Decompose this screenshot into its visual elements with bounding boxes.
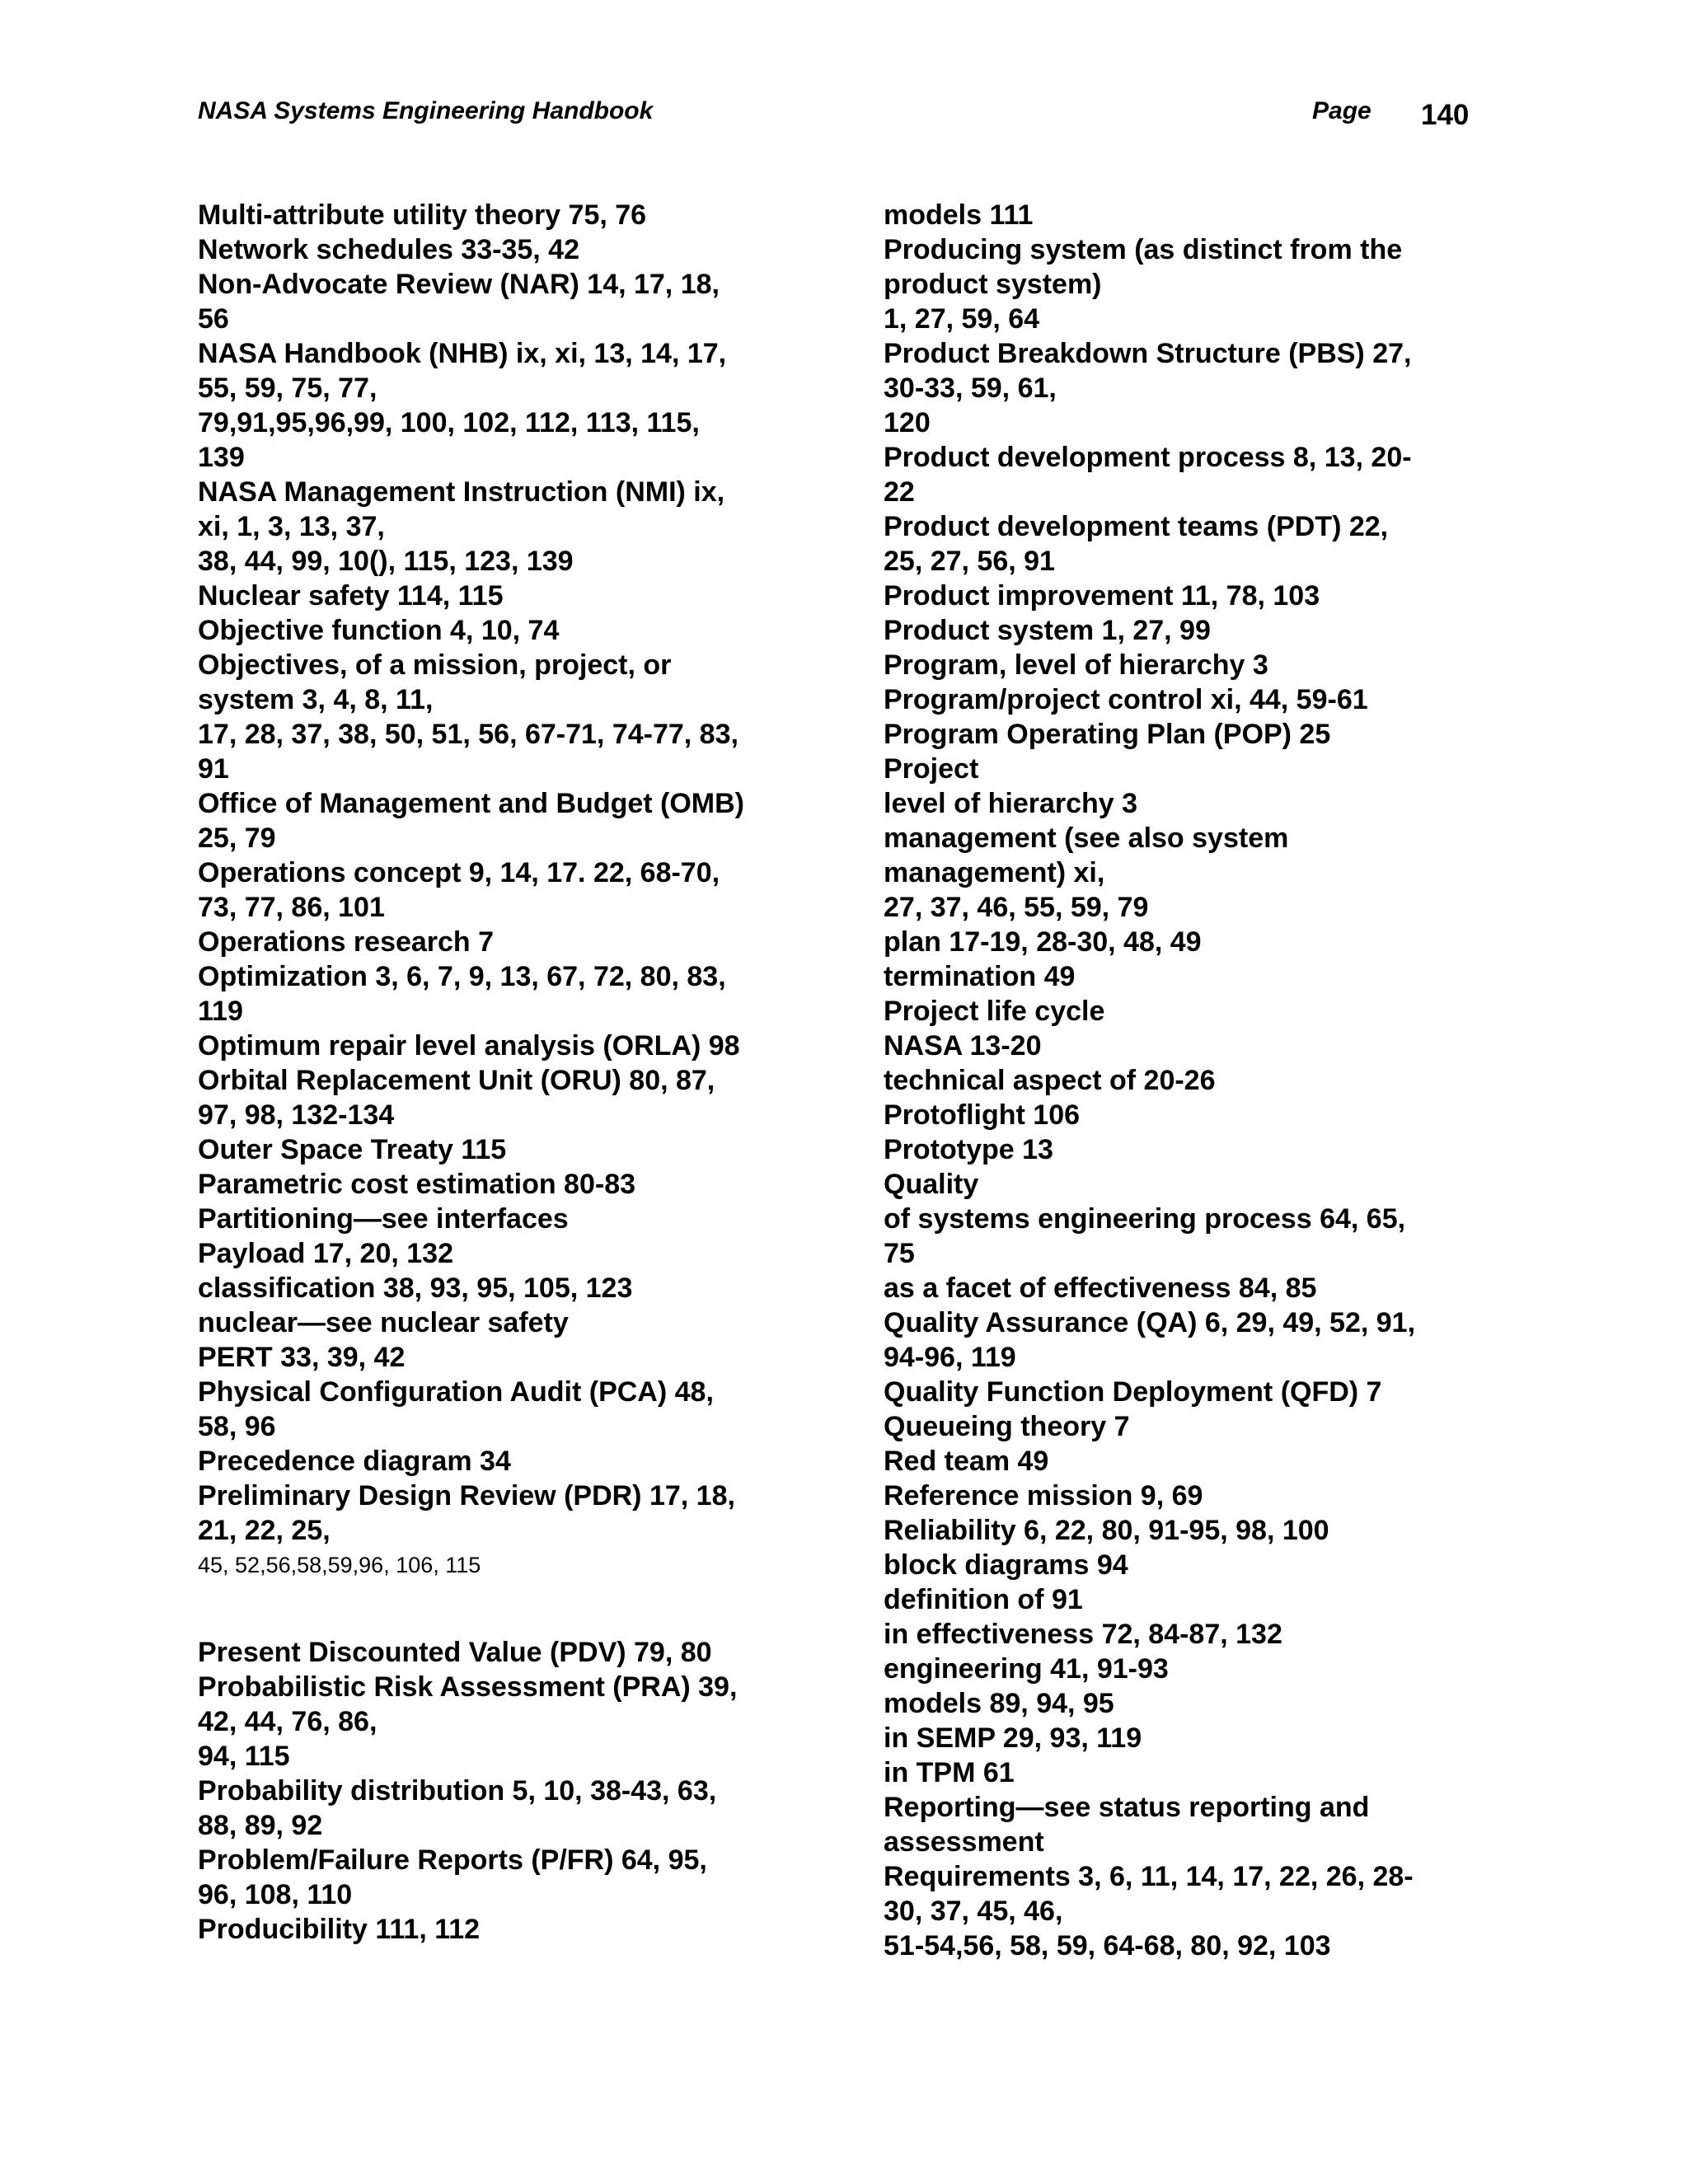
index-entry: Outer Space Treaty 115	[198, 1134, 507, 1165]
index-entry: Product Breakdown Structure (PBS) 27,	[884, 338, 1412, 369]
index-entry: Program, level of hierarchy 3	[884, 649, 1268, 681]
header-page-number: 140	[1421, 99, 1470, 131]
index-entry: PERT 33, 39, 42	[198, 1342, 406, 1373]
index-entry: Product development process 8, 13, 20-	[884, 442, 1412, 473]
index-column-right	[884, 198, 1477, 1963]
index-entry: Non-Advocate Review (NAR) 14, 17, 18,	[198, 269, 720, 300]
index-entry: as a facet of effectiveness 84, 85	[884, 1272, 1317, 1304]
index-entry: Red team 49	[884, 1446, 1049, 1477]
index-entry: 55, 59, 75, 77,	[198, 373, 377, 404]
index-entry: Present Discounted Value (PDV) 79, 80	[198, 1637, 712, 1668]
index-entry: models 89, 94, 95	[884, 1688, 1114, 1719]
index-entry: 45, 52,56,58,59,96, 106, 115	[198, 1553, 481, 1577]
index-entry: nuclear—see nuclear safety	[198, 1307, 569, 1338]
index-entry: 79,91,95,96,99, 100, 102, 112, 113, 115,	[198, 407, 700, 438]
index-entry: Optimization 3, 6, 7, 9, 13, 67, 72, 80, 83,	[198, 961, 726, 992]
index-entry: product system)	[884, 269, 1102, 300]
index-entry: 38, 44, 99, 10(), 115, 123, 139	[198, 546, 574, 577]
index-entry: 97, 98, 132-134	[198, 1099, 395, 1131]
index-entry: Prototype 13	[884, 1134, 1053, 1165]
index-entry: 17, 28, 37, 38, 50, 51, 56, 67-71, 74-77, 83,	[198, 719, 738, 750]
index-entry: system 3, 4, 8, 11,	[198, 684, 434, 715]
index-entry: Quality Assurance (QA) 6, 29, 49, 52, 91,	[884, 1307, 1416, 1338]
index-entry: NASA Handbook (NHB) ix, xi, 13, 14, 17,	[198, 338, 727, 369]
index-entry: 139	[198, 442, 245, 473]
index-entry: 1, 27, 59, 64	[884, 303, 1040, 335]
index-entry: Requirements 3, 6, 11, 14, 17, 22, 26, 28-	[884, 1861, 1414, 1892]
index-entry: Network schedules 33-35, 42	[198, 234, 580, 265]
index-entry: models 111	[884, 199, 1034, 231]
index-entry: Physical Configuration Audit (PCA) 48,	[198, 1376, 714, 1408]
index-entry: 42, 44, 76, 86,	[198, 1706, 377, 1737]
index-entry: Product improvement 11, 78, 103	[884, 580, 1320, 612]
index-entry: definition of 91	[884, 1584, 1083, 1615]
index-entry: 96, 108, 110	[198, 1879, 353, 1910]
index-entry: Objective function 4, 10, 74	[198, 615, 560, 646]
index-entry: level of hierarchy 3	[884, 788, 1138, 819]
index-entry: Queueing theory 7	[884, 1411, 1130, 1442]
index-entry: 30-33, 59, 61,	[884, 373, 1057, 404]
index-entry: 91	[198, 753, 229, 785]
index-entry: Preliminary Design Review (PDR) 17, 18,	[198, 1480, 735, 1511]
index-entry: 51-54,56, 58, 59, 64-68, 80, 92, 103	[884, 1930, 1331, 1961]
index-entry: Multi-attribute utility theory 75, 76	[198, 199, 647, 231]
index-entry: Precedence diagram 34	[198, 1446, 511, 1477]
index-entry: termination 49	[884, 961, 1076, 992]
index-entry: Probabilistic Risk Assessment (PRA) 39,	[198, 1671, 738, 1703]
index-entry: plan 17-19, 28-30, 48, 49	[884, 926, 1202, 958]
index-entry: 21, 22, 25,	[198, 1515, 331, 1546]
index-entry: Optimum repair level analysis (ORLA) 98	[198, 1030, 740, 1062]
index-entry: 56	[198, 303, 229, 335]
index-entry: Payload 17, 20, 132	[198, 1238, 453, 1269]
index-entry: Reference mission 9, 69	[884, 1480, 1203, 1511]
index-entry: Reliability 6, 22, 80, 91-95, 98, 100	[884, 1515, 1329, 1546]
index-entry: Parametric cost estimation 80-83	[198, 1169, 636, 1200]
index-entry: 25, 27, 56, 91	[884, 546, 1055, 577]
index-entry: engineering 41, 91-93	[884, 1653, 1169, 1685]
index-entry: NASA Management Instruction (NMI) ix,	[198, 476, 725, 508]
index-entry: in SEMP 29, 93, 119	[884, 1722, 1142, 1754]
index-entry: 88, 89, 92	[198, 1810, 323, 1841]
index-entry: management) xi,	[884, 857, 1105, 888]
index-entry: Producing system (as distinct from the	[884, 234, 1403, 265]
index-entry: Probability distribution 5, 10, 38-43, 63,	[198, 1775, 717, 1807]
index-entry: Program Operating Plan (POP) 25	[884, 719, 1331, 750]
index-entry: 73, 77, 86, 101	[198, 892, 385, 923]
index-entry: 58, 96	[198, 1411, 276, 1442]
index-entry: Quality Function Deployment (QFD) 7	[884, 1376, 1382, 1408]
index-entry: 94, 115	[198, 1741, 290, 1772]
index-entry: technical aspect of 20-26	[884, 1065, 1216, 1096]
index-entry: 25, 79	[198, 823, 276, 854]
index-entry: Project	[884, 753, 979, 785]
index-entry: Orbital Replacement Unit (ORU) 80, 87,	[198, 1065, 715, 1096]
index-entry: xi, 1, 3, 13, 37,	[198, 511, 385, 542]
index-entry: Objectives, of a mission, project, or	[198, 649, 672, 681]
index-entry: 22	[884, 476, 915, 508]
index-entry: 120	[884, 407, 931, 438]
index-entry: Operations concept 9, 14, 17. 22, 68-70,	[198, 857, 720, 888]
index-entry: block diagrams 94	[884, 1549, 1128, 1581]
index-entry: Nuclear safety 114, 115	[198, 580, 504, 612]
page-header	[0, 0, 1688, 140]
column-gap	[198, 1582, 824, 1635]
index-entry: of systems engineering process 64, 65,	[884, 1203, 1406, 1235]
index-entry: Operations research 7	[198, 926, 495, 958]
index-entry: management (see also system	[884, 823, 1289, 854]
index-entry: Partitioning—see interfaces	[198, 1203, 569, 1235]
index-entry: Problem/Failure Reports (P/FR) 64, 95,	[198, 1844, 707, 1876]
index-entry: Producibility 111, 112	[198, 1914, 481, 1945]
index-entry: 75	[884, 1238, 915, 1269]
index-entry: Program/project control xi, 44, 59-61	[884, 684, 1368, 715]
index-entry: classification 38, 93, 95, 105, 123	[198, 1272, 633, 1304]
index-entry: 27, 37, 46, 55, 59, 79	[884, 892, 1149, 923]
index-entry: assessment	[884, 1826, 1044, 1858]
index-entry: Office of Management and Budget (OMB)	[198, 788, 744, 819]
index-entry: NASA 13-20	[884, 1030, 1042, 1062]
index-entry: Protoflight 106	[884, 1099, 1081, 1131]
index-entry: 30, 37, 45, 46,	[884, 1896, 1063, 1927]
index-entry: 119	[198, 996, 243, 1027]
index-entry: 94-96, 119	[884, 1342, 1016, 1373]
index-entry: Quality	[884, 1169, 979, 1200]
index-entry: Project life cycle	[884, 996, 1105, 1027]
index-entry: in effectiveness 72, 84-87, 132	[884, 1619, 1282, 1650]
index-entry: Product system 1, 27, 99	[884, 615, 1211, 646]
header-title: NASA Systems Engineering Handbook	[198, 97, 654, 124]
index-entry: Product development teams (PDT) 22,	[884, 511, 1389, 542]
index-column-left	[198, 198, 824, 1947]
index-entry: Reporting—see status reporting and	[884, 1792, 1370, 1823]
header-page-label: Page	[1312, 97, 1372, 124]
index-entry: in TPM 61	[884, 1757, 1015, 1788]
